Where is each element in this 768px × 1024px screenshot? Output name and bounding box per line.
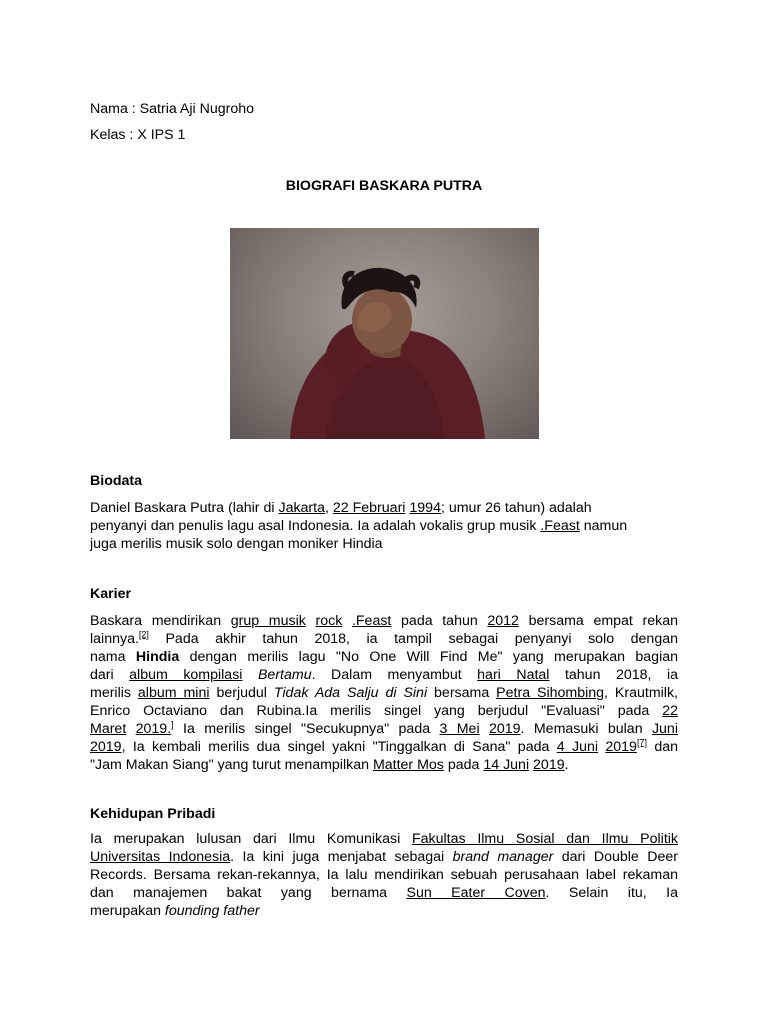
wiki-link[interactable]: .Feast <box>540 518 580 534</box>
text-run: dengan merilis lagu "No One Will Find Me" yang merupakan bagian <box>179 649 678 665</box>
text-line <box>90 612 678 630</box>
text-run: penyanyi dan penulis lagu asal Indonesia. Ia adalah vokalis grup musik <box>90 518 541 534</box>
text-run: Bertamu <box>257 667 312 683</box>
text-run: Tidak Ada Salju di Sini <box>273 685 428 701</box>
wiki-link[interactable]: 2019 <box>135 721 168 737</box>
text-run: pada <box>443 757 484 773</box>
wiki-link[interactable]: [7] <box>636 737 647 748</box>
text-run: , <box>325 500 333 516</box>
wiki-link[interactable]: 2019 <box>533 757 565 773</box>
text-line <box>90 738 678 756</box>
portrait-illustration <box>230 228 539 439</box>
text-line <box>90 666 678 684</box>
wiki-link[interactable]: Fakultas Ilmu Sosial dan Ilmu Politik <box>411 831 679 847</box>
text-run: Hindia <box>135 649 180 665</box>
text-run: . Memasuki bulan <box>520 721 652 737</box>
text-line <box>90 517 678 535</box>
wiki-link[interactable]: . <box>167 721 172 737</box>
text-line <box>90 866 678 884</box>
wiki-link[interactable]: Matter Mos <box>372 757 444 773</box>
text-run: berjudul <box>209 685 274 701</box>
text-run: dan manajemen bakat yang bernama <box>90 885 407 901</box>
text-run <box>480 721 489 737</box>
text-run: tahun 2018, ia <box>549 667 679 683</box>
text-line <box>90 702 678 720</box>
text-run: merilis <box>90 685 138 701</box>
wiki-link[interactable]: 2012 <box>487 613 519 629</box>
wiki-link[interactable]: Jakarta <box>278 500 325 516</box>
text-run: nama <box>90 649 136 665</box>
wiki-link[interactable]: Petra Sihombing <box>496 685 605 701</box>
text-line <box>90 720 678 738</box>
text-run: bersama <box>427 685 497 701</box>
text-run: namun <box>579 518 628 534</box>
text-run: , Ia kembali merilis dua singel yakni "Tinggalkan di Sana" pada <box>121 739 557 755</box>
text-run <box>242 667 258 683</box>
text-run: . <box>564 757 569 773</box>
text-line <box>90 884 678 902</box>
wiki-link[interactable]: Juni <box>651 721 678 737</box>
portrait-photo <box>230 228 539 439</box>
wiki-link[interactable]: grup musik <box>230 613 306 629</box>
text-line <box>90 684 678 702</box>
text-run <box>126 721 135 737</box>
text-run: Records. Bersama rekan-rekannya, Ia lalu mendirikan sebuah perusahaan label rekaman <box>90 867 678 883</box>
text-line <box>90 848 678 866</box>
text-run: "Jam Makan Siang" yang turut menampilkan <box>90 757 373 773</box>
wiki-link[interactable]: 2019 <box>90 739 122 755</box>
wiki-link[interactable]: Maret <box>90 721 127 737</box>
kehidupan-pribadi-paragraph <box>90 830 678 920</box>
wiki-link[interactable]: 4 Juni <box>556 739 599 755</box>
section-heading-biodata: Biodata <box>90 473 143 489</box>
text-run: pada tahun <box>391 613 488 629</box>
wiki-link[interactable]: 2019 <box>488 721 521 737</box>
text-run: dan <box>646 739 679 755</box>
student-name: Nama : Satria Aji Nugroho <box>90 101 255 117</box>
text-run: Ia merupakan lulusan dari Ilmu Komunikasi <box>90 831 412 847</box>
wiki-link[interactable]: album kompilasi <box>129 667 243 683</box>
student-class: Kelas : X IPS 1 <box>90 127 186 143</box>
text-run: Baskara mendirikan <box>90 613 231 629</box>
biodata-paragraph <box>90 499 678 553</box>
page-title: BIOGRAFI BASKARA PUTRA <box>285 178 483 194</box>
section-heading-kehidupan-pribadi: Kehidupan Pribadi <box>90 806 216 822</box>
wiki-link[interactable]: 2019 <box>605 739 637 755</box>
text-line <box>90 535 678 553</box>
wiki-link[interactable]: [2] <box>138 629 149 640</box>
wiki-link[interactable]: rock <box>315 613 343 629</box>
text-run: Daniel Baskara Putra (lahir di <box>90 500 279 516</box>
text-run: . Selain itu, Ia <box>545 885 678 901</box>
text-line <box>90 756 678 774</box>
text-line <box>90 830 678 848</box>
wiki-link[interactable]: 14 Juni <box>483 757 530 773</box>
wiki-link[interactable]: hari Natal <box>477 667 550 683</box>
wiki-link[interactable]: album mini <box>137 685 210 701</box>
wiki-link[interactable]: 1994 <box>409 500 441 516</box>
text-run: dari Double Deer <box>553 849 678 865</box>
karier-paragraph <box>90 612 678 774</box>
text-line <box>90 630 678 648</box>
wiki-link[interactable]: 3 Mei <box>439 721 480 737</box>
section-heading-karier: Karier <box>90 586 132 602</box>
text-run: Pada akhir tahun 2018, ia tampil sebagai penyanyi solo dengan <box>148 631 678 647</box>
wiki-link[interactable]: Universitas Indonesia <box>90 849 231 865</box>
text-line <box>90 499 678 517</box>
wiki-link[interactable]: .Feast <box>351 613 392 629</box>
wiki-link[interactable]: 22 <box>662 703 678 719</box>
text-run: lainnya. <box>90 631 139 647</box>
text-run: . Ia kini juga menjabat sebagai <box>230 849 453 865</box>
text-run: founding father <box>164 903 260 919</box>
text-run: Enrico Octaviano dan Rubina.Ia merilis singel yang berjudul "Evaluasi" pada <box>90 703 663 719</box>
wiki-link[interactable]: ] <box>171 719 174 730</box>
text-run: . Dalam menyambut <box>311 667 478 683</box>
text-line <box>90 902 678 920</box>
wiki-link[interactable]: Sun Eater Coven <box>406 885 546 901</box>
text-line <box>90 648 678 666</box>
text-run <box>342 613 352 629</box>
text-run: dari <box>90 667 130 683</box>
text-run: ; umur 26 tahun) adalah <box>440 500 592 516</box>
text-run: brand manager <box>452 849 554 865</box>
text-run: merupakan <box>90 903 165 919</box>
wiki-link[interactable]: 22 Februari <box>332 500 406 516</box>
text-run: Ia merilis singel "Secukupnya" pada <box>173 721 440 737</box>
text-run: juga merilis musik solo dengan moniker Hindia <box>90 536 383 552</box>
text-run: , Krautmilk, <box>604 685 678 701</box>
text-run: bersama empat rekan <box>518 613 679 629</box>
